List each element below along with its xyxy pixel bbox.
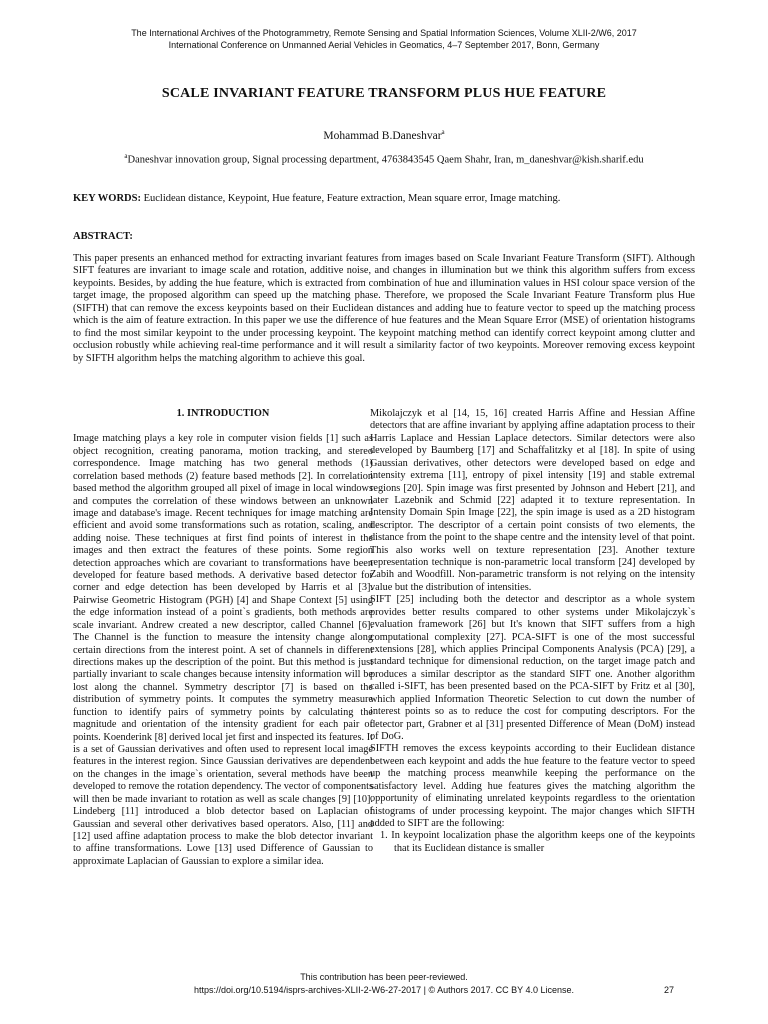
footer-peer-review: This contribution has been peer-reviewed. — [300, 972, 468, 982]
author — [0, 128, 768, 142]
intro-right-paragraph-3: SIFTH removes the excess keypoints according to their Euclidean distance between each keypoint and adds the hue feature to the feature vector to speed up the matching process meanwhile keeping the performance on the satisfactory level. Adding hue features gives the matching algorithm the opportunity of eliminating unrelated keypoints regardless to the orientation histograms of under processing keypoint. The major changes which SIFTH added to SIFT are the following: — [370, 743, 695, 829]
author-superscript: a — [441, 128, 445, 136]
intro-left-paragraph: Image matching plays a key role in computer vision fields [1] such as object recognition, creating panorama, motion tracking, and stereo correspondence. Image matching has two general methods (1) correlation based methods (2) feature based methods [2]. In correlation based method the algorithm grouped all pixel of image in local windows and computes the correlation of these windows between an unknown image and database's image. Recent techniques for image matching are efficient and avoid some transformations such as rotation, scaling, and adding noise. These techniques at first find points of interest in the images and then extract the features of these points. Some region detection approaches which are covariant to transformations have been developed for feature based methods. A derivative based detector for corner and edge detection has been developed by Harris et al [3]. Pairwise Geometric Histogram (PGH) [4] and Shape Context [5] using the edge information instead of a point`s gradients, both methods are scale invariant. Andrew created a new descriptor, called Channel [6]. The Channel is the function to measure the intensity change along certain directions from the interest point. A set of channels in different directions makes up the description of the point. But this method is just partially invariant to scale changes because intensity information will be lost along the channel. Symmetry descriptor [7] is based on the distribution of symmetry points. It computes the symmetry measure function to identify pairs of symmetry points by calculating the magnitude and orientation of the intensity gradient for each pair of points. Koenderink [8] derived local jet first and inspected its features. It is a set of Gaussian derivatives and often used to represent local image features in the interest region. Since Gaussian derivatives are dependent on the changes in the image`s orientation, several methods have been developed to remove the rotation dependency. The vector of components will then be made invariant to rotation as well as scale changes [9] [10]. Lindeberg [11] introduced a blob detector based on Laplacian of Gaussian and several other derivatives based operators. Also, [11] and [12] used affine adaptation process to make the blob detector invariant to affine transformations. Lowe [13] used Difference of Gaussian to approximate Laplacian of Gaussian to explore a similar idea. — [73, 433, 373, 867]
affiliation-superscript: a — [124, 152, 128, 160]
paper-title: SCALE INVARIANT FEATURE TRANSFORM PLUS HUE FEATURE — [161, 86, 607, 101]
keywords-text: Euclidean distance, Keypoint, Hue feature, Feature extraction, Mean square error, Image matching. — [143, 193, 561, 204]
keywords-label: KEY WORDS: — [73, 193, 141, 204]
left-column — [73, 408, 373, 868]
intro-heading: 1. INTRODUCTION — [176, 408, 270, 419]
header-line-1: The International Archives of the Photogrammetry, Remote Sensing and Spatial Information Sciences, Volume XLII-2/W6, 2017 — [131, 28, 637, 38]
affiliation — [0, 152, 768, 166]
abstract-heading: ABSTRACT: — [73, 231, 133, 242]
list-item: 1. In keypoint localization phase the algorithm keeps one of the keypoints that its Euclidean distance is smaller — [380, 830, 695, 854]
intro-right-paragraph-1: Mikolajczyk et al [14, 15, 16] created Harris Affine and Hessian Affine detectors that are affine invariant by applying affine adaptation process to their Harris Laplace and Hessian Laplace detectors. Similar detectors were also developed by Baumberg [17] and Schaffalitzky et al [18]. In spite of using Gaussian derivatives, other detectors were developed based on edge and intensity extrema [11], entropy of pixel intensity [19] and stable extremal regions [20]. Spin image was first presented by Johnson and Hebert [21], and later Lazebnik and Schmid [22] adapted it to texture representation. In Intensity Domain Spin Image [22], the spin image is used as a 2D histogram descriptor. The descriptor of a certain point consists of two elements, the distance from the point to the shape centre and the intensity level of that point. This also works well on texture representation [23]. Another texture representation technique is non-parametric local transform [24] developed by Zabih and Woodfill. Non-parametric transform is not relying on the intensity value but the distribution of intensities. — [370, 408, 695, 593]
abstract-body: This paper presents an enhanced method for extracting invariant features from images based on Scale Invariant Feature Transform (SIFT). Although SIFT features are invariant to image scale and rotation, additive noise, and changes in illumination but we think this algorithm suffers from excess keypoints. Besides, by adding the hue feature, which is extracted from combination of hue and illumination values in HSI colour space version of the target image, the proposed algorithm can speed up the matching phase. Therefore, we proposed the Scale Invariant Feature Transform plus Hue (SIFTH) that can remove the excess keypoints based on their Euclidean distances and adding hue to feature vector to speed up the matching process which is the aim of feature extraction. In this paper we use the difference of hue features and the Mean Square Error (MSE) of orientation histograms to find the most similar keypoint to the under processing keypoint. The keypoint matching method can identify correct keypoint among clutter and occlusion robustly while achieving real-time performance and it will result a similarity factor of two keypoints. Moreover removing excess keypoint by SIFTH algorithm helps the matching algorithm to achieve this goal. — [73, 253, 695, 364]
page-number: 27 — [663, 984, 674, 995]
footer-doi-link[interactable]: https://doi.org/10.5194/isprs-archives-XLII-2-W6-27-2017 | © Authors 2017. CC BY 4.0 License. — [194, 984, 574, 995]
keywords — [73, 193, 695, 204]
running-header — [0, 27, 768, 51]
affiliation-text: Daneshvar innovation group, Signal processing department, 4763843545 Qaem Shahr, Iran, m_daneshvar@kish.sharif.edu — [127, 154, 644, 166]
intro-right-paragraph-2: SIFT [25] including both the detector and descriptor as a whole system provides better results compared to other systems under Mikolajczyk`s evaluation framework [26] but It's known that SIFT suffers from a high computational complexity [27]. PCA-SIFT is one of the most successful extensions [28], which applies Principal Components Analysis (PCA) [29], a standard technique for dimensional reduction, on the target image patch and produces a similar descriptor as the standard SIFT one. Another algorithm called i-SIFT, has been presented based on the PCA-SIFT by Fritz et al [30], which applied Information Theoretic Selection to cut down the number of interest points so as to reduce the cost for computing descriptors. For the detector part, Grabner et al [31] presented Difference of Mean (DoM) instead of DoG. — [370, 594, 695, 742]
right-column — [370, 408, 695, 855]
footer — [0, 971, 768, 996]
header-line-2: International Conference on Unmanned Aerial Vehicles in Geomatics, 4–7 September 2017, Bonn, Germany — [168, 40, 600, 50]
author-name: Mohammad B.Daneshvar — [323, 129, 442, 142]
